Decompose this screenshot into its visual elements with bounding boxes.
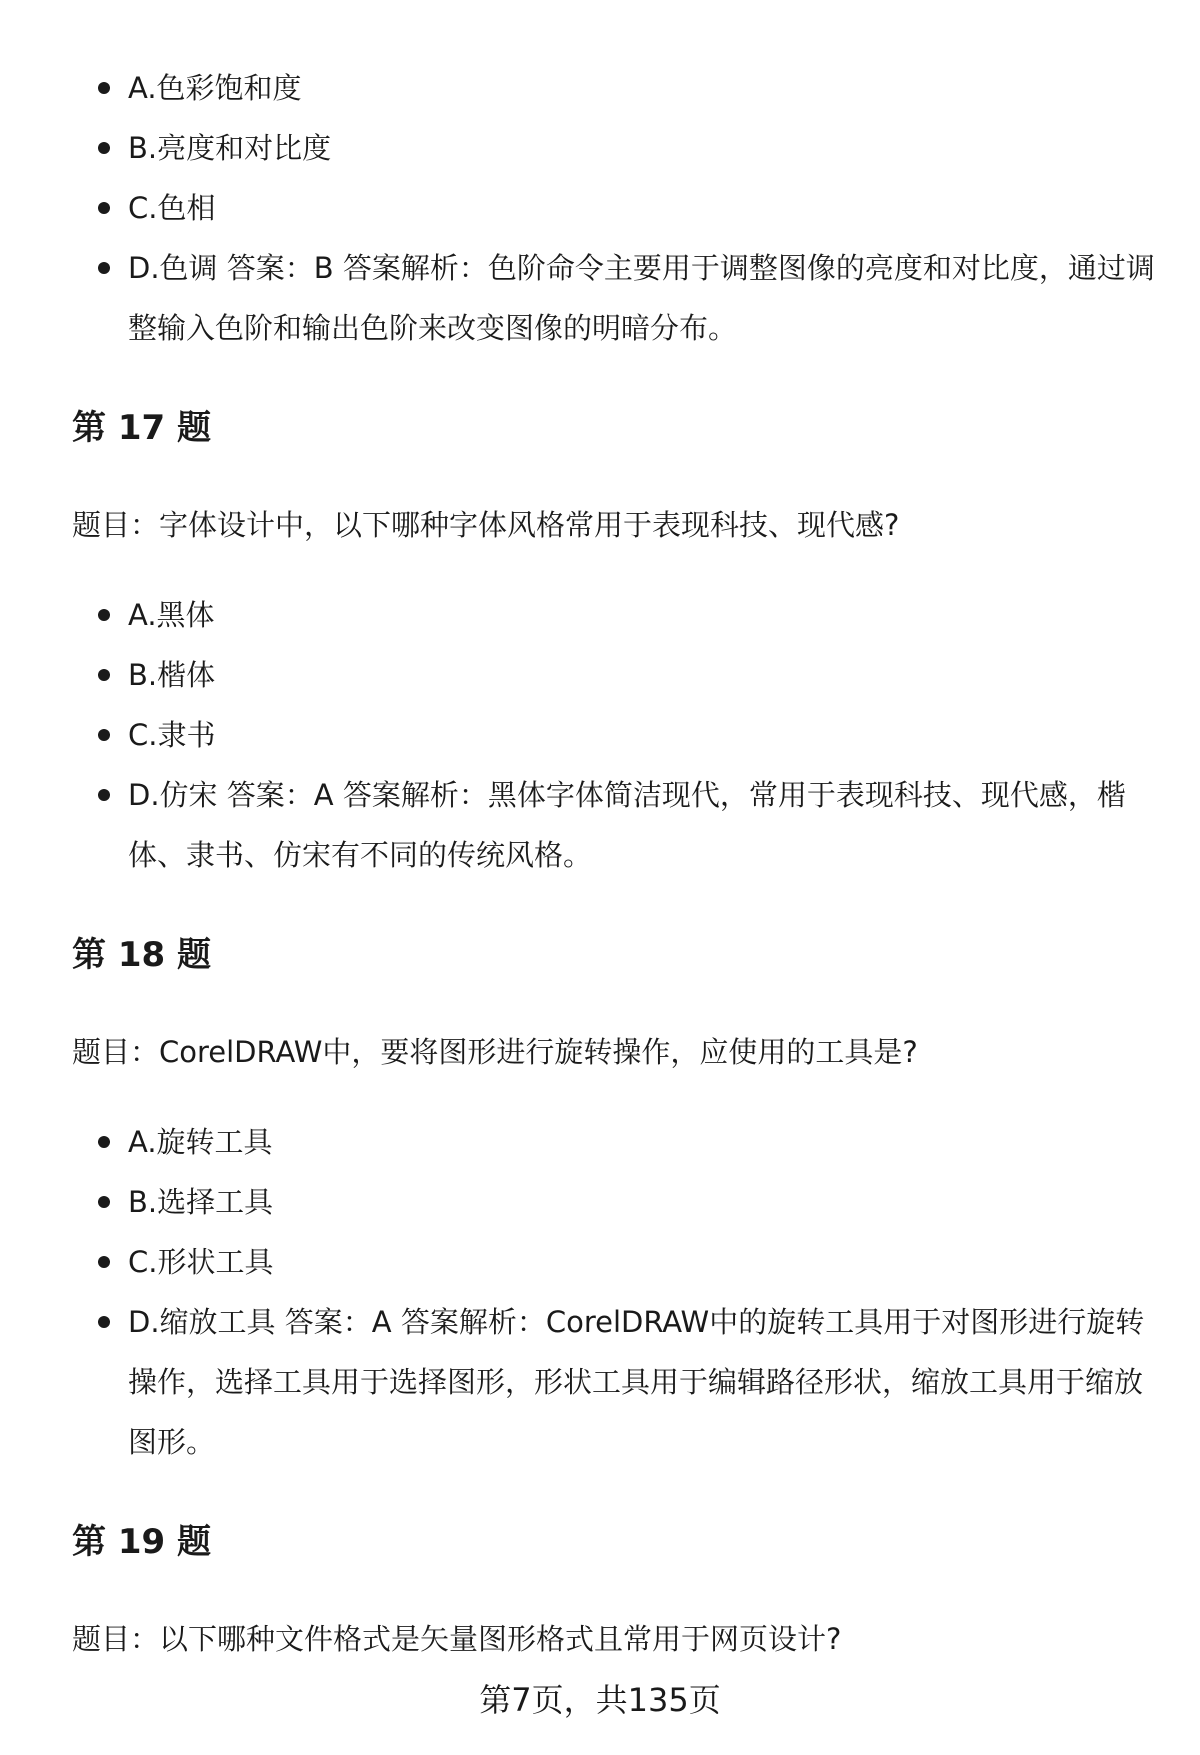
option-text: A.黑体 [128, 598, 215, 632]
bullet-icon [98, 729, 110, 741]
q17-option-list [0, 585, 1200, 885]
q16-option-d [0, 238, 1200, 358]
bullet-icon [98, 1256, 110, 1268]
q17-heading: 第 17 题 [72, 408, 211, 448]
q16-options-block [0, 58, 1200, 358]
q18-option-a [0, 1112, 1200, 1172]
option-text: C.隶书 [128, 718, 216, 752]
q18-options-block [0, 1112, 1200, 1472]
q16-option-c [0, 178, 1200, 238]
bullet-icon [98, 789, 110, 801]
bullet-icon [98, 142, 110, 154]
option-text: A.旋转工具 [128, 1125, 273, 1159]
bullet-icon [98, 669, 110, 681]
q18-option-d [0, 1292, 1200, 1472]
q16-option-b [0, 118, 1200, 178]
option-text: B.楷体 [128, 658, 216, 692]
q19-heading: 第 19 题 [72, 1522, 211, 1562]
option-text: C.色相 [128, 191, 216, 225]
bullet-icon [98, 609, 110, 621]
bullet-icon [98, 1316, 110, 1328]
bullet-icon [98, 1136, 110, 1148]
page-number-footer: 第7页，共135页 [479, 1681, 721, 1719]
option-text: D.仿宋 答案：A 答案解析：黑体字体简洁现代，常用于表现科技、现代感，楷体、隶书、仿宋有不同的传统风格。 [128, 778, 1126, 872]
q18-option-list [0, 1112, 1200, 1472]
q17-option-b [0, 645, 1200, 705]
q17-option-c [0, 705, 1200, 765]
q17-options-block [0, 585, 1200, 885]
option-text: B.选择工具 [128, 1185, 274, 1219]
q17-option-a [0, 585, 1200, 645]
q16-option-list [0, 58, 1200, 358]
bullet-icon [98, 202, 110, 214]
q18-question: 题目：CorelDRAW中，要将图形进行旋转操作，应使用的工具是? [72, 1035, 918, 1069]
q18-option-c [0, 1232, 1200, 1292]
q17-question: 题目：字体设计中，以下哪种字体风格常用于表现科技、现代感? [72, 508, 900, 542]
q18-heading: 第 18 题 [72, 935, 211, 975]
q16-option-a [0, 58, 1200, 118]
q17-option-d [0, 765, 1200, 885]
q19-question: 题目：以下哪种文件格式是矢量图形格式且常用于网页设计? [72, 1622, 842, 1656]
option-text: D.缩放工具 答案：A 答案解析：CorelDRAW中的旋转工具用于对图形进行旋转操作，选择工具用于选择图形，形状工具用于编辑路径形状，缩放工具用于缩放图形。 [128, 1305, 1145, 1459]
q18-option-b [0, 1172, 1200, 1232]
option-text: B.亮度和对比度 [128, 131, 332, 165]
option-text: A.色彩饱和度 [128, 71, 302, 105]
option-text: C.形状工具 [128, 1245, 274, 1279]
bullet-icon [98, 1196, 110, 1208]
option-text: D.色调 答案：B 答案解析：色阶命令主要用于调整图像的亮度和对比度，通过调整输入色阶和输出色阶来改变图像的明暗分布。 [128, 251, 1155, 345]
bullet-icon [98, 82, 110, 94]
bullet-icon [98, 262, 110, 274]
